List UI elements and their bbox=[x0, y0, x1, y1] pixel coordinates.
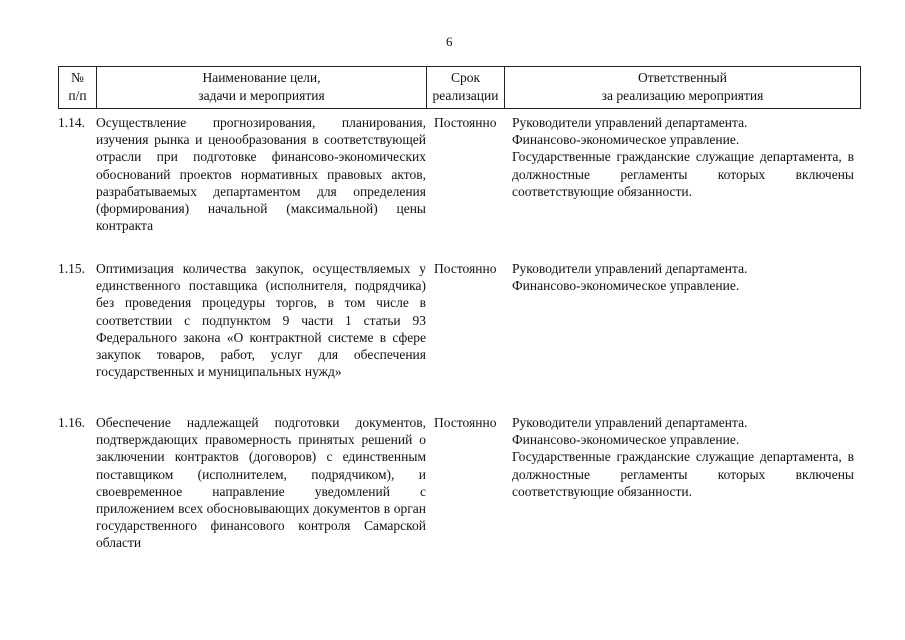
row-measure: Оптимизация количества закупок, осуществляемых у единственного поставщика (исполнителя, подрядчика) без проведения процедуры торгов, в том числе в соответствии с подпунктом 9 части 1 статьи 93 Федерального закона «О контрактной системе в сфере закупок товаров, работ, услуг для обеспечения государственных и муниципальных нужд» bbox=[96, 261, 426, 380]
row-term: Постоянно bbox=[434, 415, 497, 430]
row-number: 1.14. bbox=[58, 115, 85, 130]
row-responsible bbox=[512, 260, 854, 294]
table-row bbox=[58, 114, 862, 260]
table-header bbox=[58, 66, 861, 109]
row-number: 1.16. bbox=[58, 415, 85, 430]
responsible-line: Финансово-экономическое управление. bbox=[512, 278, 740, 294]
table-body bbox=[58, 114, 862, 552]
header-num: № п/п bbox=[59, 67, 97, 109]
row-number: 1.15. bbox=[58, 261, 85, 276]
responsible-line: Финансово-экономическое управление. bbox=[512, 432, 740, 448]
responsible-line: Руководители управлений департамента. bbox=[512, 415, 748, 430]
responsible-line: Государственные гражданские служащие департамента, в должностные регламенты которых включены соответствующие обязанности. bbox=[512, 449, 854, 499]
responsible-line: Государственные гражданские служащие департамента, в должностные регламенты которых включены соответствующие обязанности. bbox=[512, 149, 854, 199]
row-term: Постоянно bbox=[434, 261, 497, 276]
row-term: Постоянно bbox=[434, 115, 497, 130]
responsible-line: Финансово-экономическое управление. bbox=[512, 132, 740, 148]
table-row bbox=[58, 260, 862, 414]
responsible-line: Руководители управлений департамента. bbox=[512, 261, 748, 276]
header-name: Наименование цели, задачи и мероприятия bbox=[97, 67, 427, 109]
header-term: Срок реализации bbox=[427, 67, 505, 109]
row-measure: Обеспечение надлежащей подготовки документов, подтверждающих правомерность принятых решений о заключении контрактов (договоров) с единственным поставщиком (исполнителем, подрядчиком), и своевременное направление уведомлений с приложением всех обосновывающих документов в орган государственного финансового контроля Самарской области bbox=[96, 415, 426, 551]
row-responsible bbox=[512, 114, 854, 200]
row-measure: Осуществление прогнозирования, планирования, изучения рынка и ценообразования в соответствующей отрасли при подготовке финансово-экономических обоснований проектов нормативных правовых актов, разрабатываемых департаментом для определения (формирования) начальной (максимальной) цены контракта bbox=[96, 115, 426, 234]
row-responsible bbox=[512, 414, 854, 500]
header-responsible: Ответственный за реализацию мероприятия bbox=[505, 67, 861, 109]
responsible-line: Руководители управлений департамента. bbox=[512, 115, 748, 130]
table-row bbox=[58, 414, 862, 552]
page-number: 6 bbox=[446, 34, 453, 49]
